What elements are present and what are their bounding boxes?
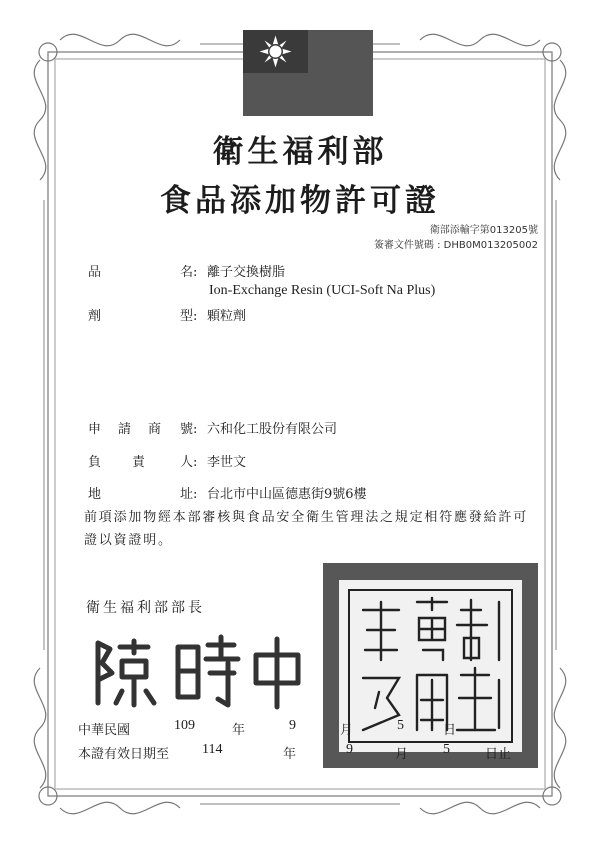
issue-date-day-unit: 日: [443, 723, 457, 738]
applicant-label-3: 商: [148, 422, 162, 437]
issue-date-month: 9: [289, 718, 296, 733]
address-label-1: 地: [88, 487, 102, 502]
issue-date-era: 中華民國: [78, 723, 131, 738]
form-value: 顆粒劑: [207, 309, 247, 324]
product-label-char: 品: [88, 265, 102, 280]
document-title: 食品添加物許可證: [160, 183, 440, 219]
certification-statement: 前項添加物經本部審核與食品安全衛生管理法之規定相符應發給許可證以資證明。: [84, 510, 529, 548]
product-name-en: Ion-Exchange Resin (UCI-Soft Na Plus): [209, 283, 436, 298]
person-label-2: 責: [132, 455, 146, 470]
applicant-label-4: 號:: [180, 422, 198, 437]
minister-title: 衛生福利部部長: [86, 600, 205, 616]
applicant-value: 六和化工股份有限公司: [207, 422, 338, 437]
license-number: 衛部添輸字第013205號: [429, 225, 538, 236]
ministry-title: 衛生福利部: [212, 134, 388, 170]
flag-emblem: [243, 30, 373, 116]
issue-date-month-unit: 月: [340, 723, 354, 738]
minister-signature: [88, 633, 318, 711]
person-label-1: 負: [88, 455, 102, 470]
review-document-number: 簽審文件號碼 : DHB0M013205002: [373, 240, 538, 251]
person-label-3: 人:: [180, 455, 198, 470]
valid-date-year-unit: 年: [283, 747, 297, 762]
valid-date-label: 本證有效日期至: [78, 747, 170, 762]
applicant-label-1: 申: [88, 422, 102, 437]
issue-date-day: 5: [397, 718, 404, 733]
official-seal: [339, 580, 522, 752]
person-value: 李世文: [207, 455, 247, 470]
valid-date-month-unit: 月: [395, 747, 409, 762]
address-label-2: 址:: [180, 487, 198, 502]
seal-script-glyphs: [339, 580, 522, 752]
address-value: 台北市中山區德惠街9號6樓: [207, 487, 367, 502]
product-label-suffix: 名:: [180, 265, 198, 280]
applicant-label-2: 請: [118, 422, 132, 437]
valid-date-day: 5: [443, 742, 450, 757]
issue-date-year-unit: 年: [232, 723, 246, 738]
valid-date-day-unit: 日止: [485, 747, 512, 762]
valid-date-year: 114: [202, 742, 223, 757]
product-name-zh: 離子交換樹脂: [207, 265, 286, 280]
valid-date-month: 9: [346, 742, 353, 757]
issue-date-year: 109: [174, 718, 195, 733]
form-label-suffix: 型:: [180, 309, 198, 324]
form-label-char: 劑: [88, 309, 102, 324]
